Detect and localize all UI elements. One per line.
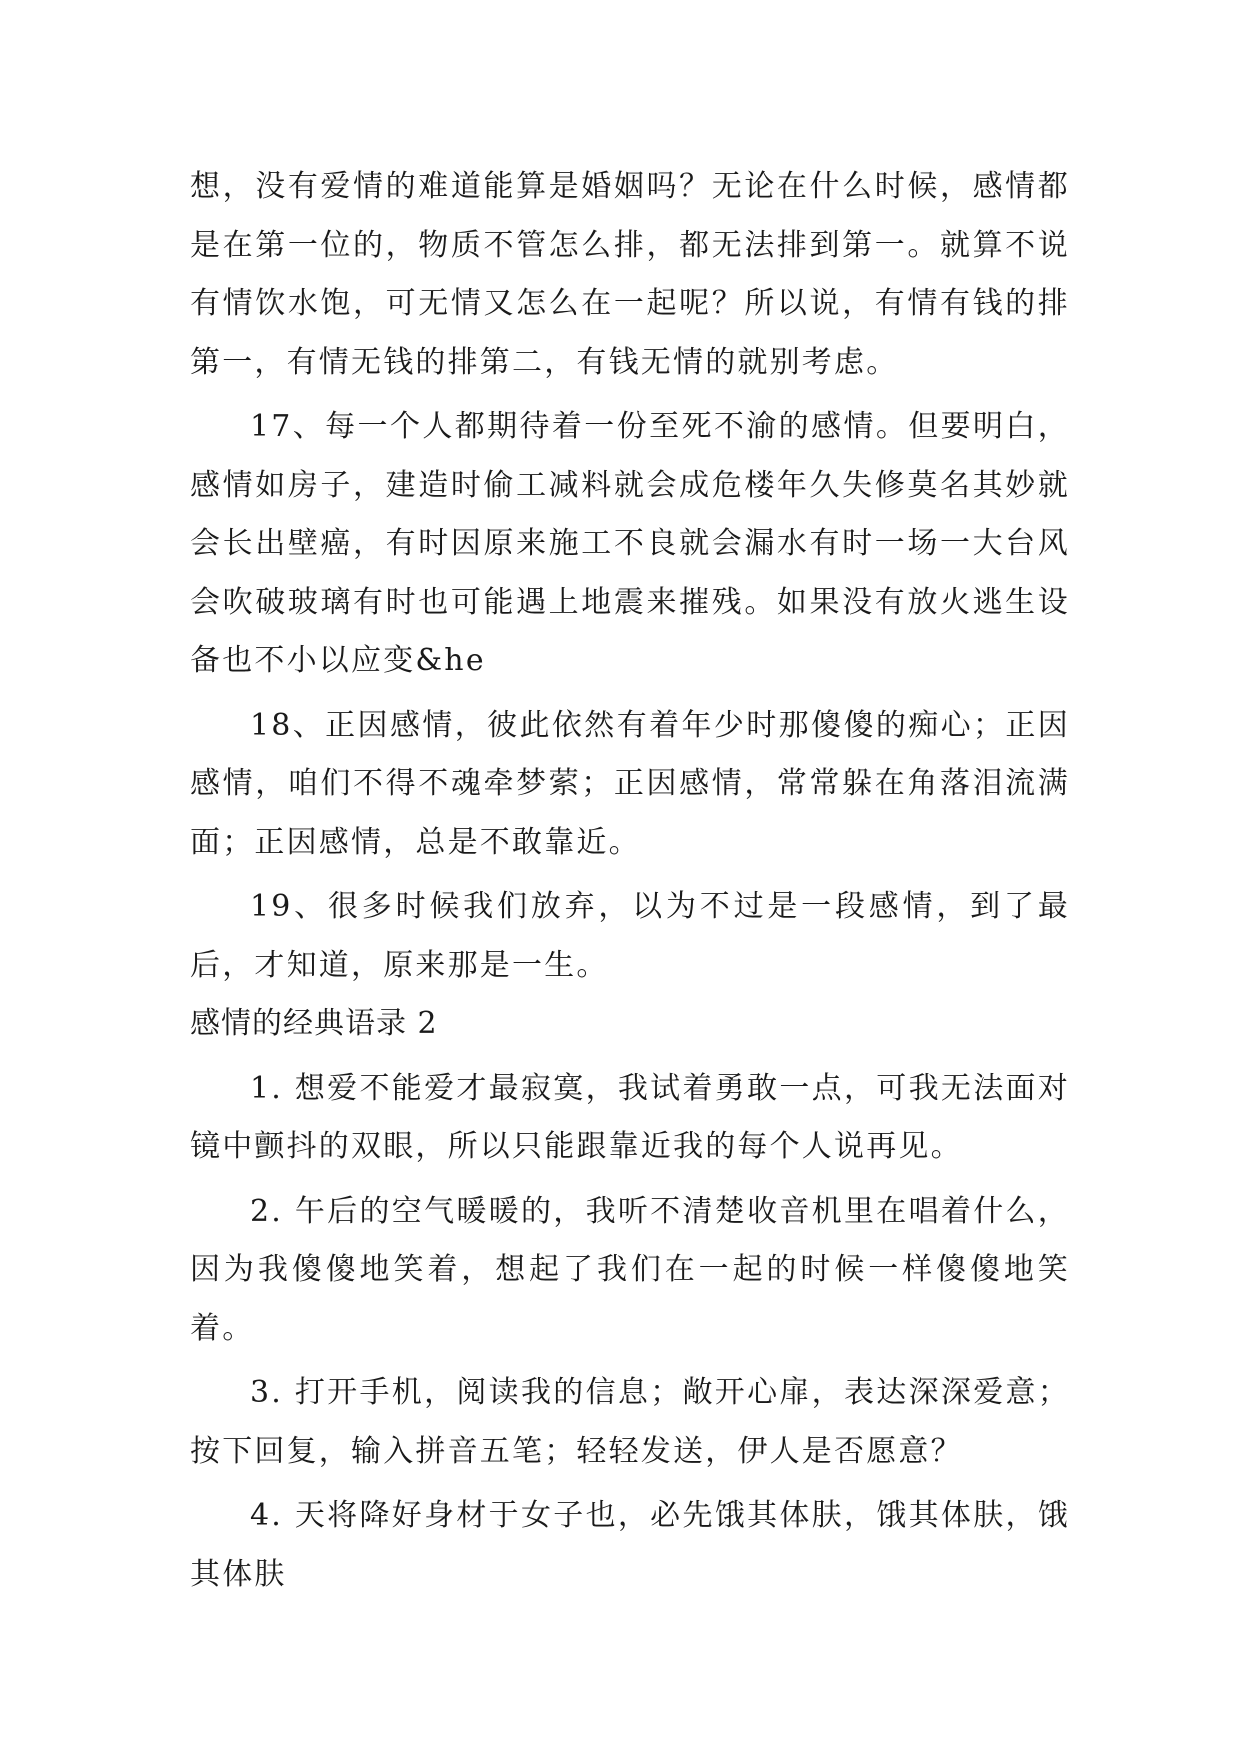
quote-item-2: 2. 午后的空气暖暖的，我听不清楚收音机里在唱着什么，因为我傻傻地笑着，想起了我们在一起的时候一样傻傻地笑着。 [190,1193,1070,1346]
document-body [190,158,1070,1604]
paragraph-item-19: 19、很多时候我们放弃，以为不过是一段感情，到了最后，才知道，原来那是一生。 [190,889,1070,983]
paragraph-item-18: 18、正因感情，彼此依然有着年少时那傻傻的痴心；正因感情，咱们不得不魂牵梦萦；正因感情，常常躲在角落泪流满面；正因感情，总是不敢靠近。 [190,707,1070,860]
paragraph-item-17: 17、每一个人都期待着一份至死不渝的感情。但要明白，感情如房子，建造时偷工减料就会成危楼年久失修莫名其妙就会长出壁癌，有时因原来施工不良就会漏水有时一场一大台风会吹破玻璃有时也可能遇上地震来摧残。如果没有放火逃生设备也不小以应变&he [190,409,1070,678]
paragraph-continuation: 想，没有爱情的难道能算是婚姻吗？无论在什么时候，感情都是在第一位的，物质不管怎么排，都无法排到第一。就算不说有情饮水饱，可无情又怎么在一起呢？所以说，有情有钱的排第一，有情无钱的排第二，有钱无情的就别考虑。 [190,169,1070,380]
section-heading: 感情的经典语录 2 [190,1006,438,1041]
quote-item-1: 1. 想爱不能爱才最寂寞，我试着勇敢一点，可我无法面对镜中颤抖的双眼，所以只能跟靠近我的每个人说再见。 [190,1070,1070,1164]
quote-item-3: 3. 打开手机，阅读我的信息；敞开心扉，表达深深爱意；按下回复，输入拼音五笔；轻轻发送，伊人是否愿意？ [190,1375,1070,1469]
quote-item-4: 4. 天将降好身材于女子也，必先饿其体肤，饿其体肤，饿其体肤 [190,1498,1070,1592]
